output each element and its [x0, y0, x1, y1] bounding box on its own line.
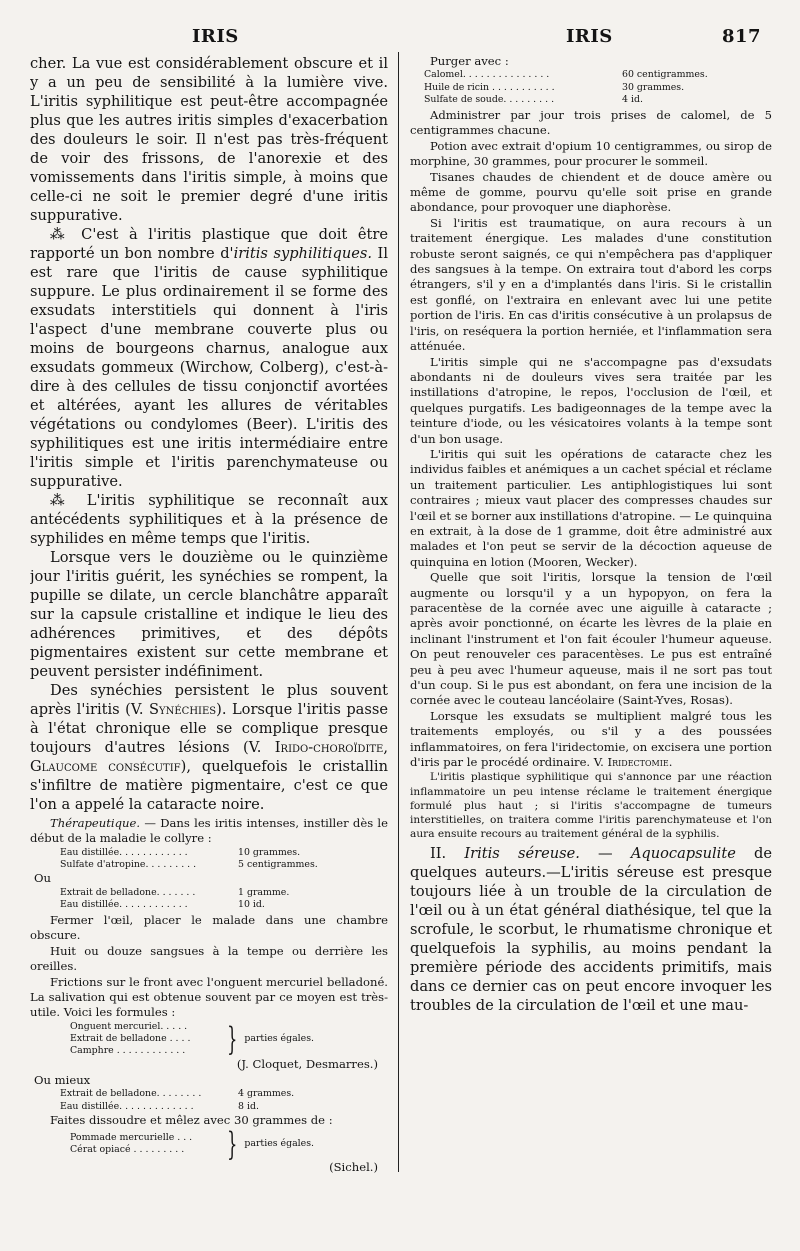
paragraph: Fermer l'œil, placer le malade dans une chambre obscure. — [30, 913, 388, 943]
ingredient: Sulfate d'atropine. . . . . . . . . — [60, 859, 197, 871]
column-divider — [398, 52, 399, 1172]
ingredient: Extrait de belladone . . . . — [70, 1033, 191, 1045]
cross-reference: Iridectomie — [607, 755, 669, 770]
paragraph: Huit ou douze sangsues à la tempe ou derrière les oreilles. — [30, 943, 388, 974]
formula-items — [70, 1132, 220, 1156]
text: . — [668, 755, 673, 770]
ingredient: Camphre . . . . . . . . . . . . — [70, 1045, 186, 1057]
quantity: 10 grammes. — [238, 846, 301, 858]
ingredient: Onguent mercuriel. . . . . — [70, 1020, 188, 1032]
section-label: Thérapeutique. — [50, 816, 141, 830]
quantity: 1 gramme. — [238, 886, 290, 898]
text: — — [579, 844, 631, 862]
ingredient: Extrait de belladone. . . . . . . . — [60, 1088, 202, 1100]
citation: (Sichel.) — [329, 1160, 378, 1175]
paragraph — [410, 844, 772, 1015]
quantity: 10 id. — [238, 898, 265, 910]
paragraph: Quelle que soit l'iritis, lorsque la tension de l'œil augmente ou lorsqu'il y a un hypopyon, on fera la paracentèse de la cornée avec une aiguille à cataracte ; après avoir ponctionné, on écarte les lèvres de la plaie en inclinant l'instrument et l'on fait écouler l'humeur aqueuse. On peut renouveler ces paracentèses. Le pus est entraîné peu à peu avec l'humeur aqueuse, mais il ne sort pas tout d'un coup. Si le pus est abondant, on fera une incision de la cornée avec le couteau lancéolaire (Saint-Yves, Rosas). — [410, 570, 772, 708]
paragraph: Si l'iritis est traumatique, on aura recours à un traitement énergique. Les malades d'une constitution robuste seront saignés, ce qui n'empêchera pas d'appliquer des sangsues à la tempe. On extraira tout d'abord les corps étrangers, s'il y en a d'implantés dans l'iris. Si le cristallin est gonflé, on l'extraira en enlevant avec lui une petite portion de l'iris. En cas d'iritis consécutive à un prolapsus de l'iris, on reséquera la portion herniée, et l'inflammation sera atténuée. — [410, 215, 772, 354]
paragraph: cher. La vue est considérablement obscure et il y a un peu de sensibilité à la lumière vive. L'iritis syphilitique est peut-être accompagnée plus que les autres iritis simples d'exacerbation des douleurs le soir. Il n'est pas très-fréquent de voir des frissons, de l'anorexie et des vomissements dans l'iritis simple, à moins que celle-ci ne soit le premier degré d'une iritis suppurative. — [30, 55, 388, 224]
formula-row — [424, 82, 772, 94]
section-title: Iritis séreuse. — [464, 844, 580, 862]
quantity: 4 id. — [622, 93, 643, 105]
text: ), quelquefois le cristallin s'infiltre de matière pigmentaire, c'est ce que l'on a appelé la cataracte noire. — [30, 758, 388, 813]
ingredient: Eau distillée. . . . . . . . . . . . — [60, 846, 188, 858]
ingredient: Eau distillée. . . . . . . . . . . . . — [60, 1100, 194, 1112]
quantity: 5 centigrammes. — [238, 859, 318, 871]
formula — [30, 1125, 388, 1164]
paragraph: Frictions sur le front avec l'onguent mercuriel belladoné. La salivation qui est obtenue souvent par ce moyen est très-utile. Voici les formules : — [30, 974, 388, 1020]
text: Il est rare que l'iritis de cause syphilitique suppure. Le plus ordinairement il se forme des exsudats interstitiels qui donnent à l'iris l'aspect d'une membrane couverte plus ou moins de bourgeons charnus, analogue aux exsudats gommeux (Wirchow, Colberg), c'est-à-dire à des cellules de tissu conjonctif avortées et altérées, ayant les allures de véritables végétations ou condylomes (Beer). L'iritis des syphilitiques est une iritis intermédiaire entre l'iritis simple et l'iritis parenchymateuse ou suppurative. — [30, 245, 388, 490]
formula-row — [60, 847, 388, 859]
paragraph: Lorsque vers le douzième ou le quinzième jour l'iritis guérit, les synéchies se rompent, la pupille se dilate, un cercle blanchâtre apparaît sur la capsule cristalline et indique le lieu des adhérences primitives, et des dépôts pigmentaires existent sur cette membrane et peuvent persister indéfiniment. — [30, 549, 388, 680]
ingredient: Extrait de belladone. . . . . . . — [60, 886, 196, 898]
formula — [30, 1021, 388, 1058]
ingredient: Cérat opiacé . . . . . . . . . — [70, 1144, 185, 1156]
formula — [30, 847, 388, 871]
text: ). Lorsque l'iritis passe à l'état chronique elle se complique presque toujours d'autres lésions (V. — [30, 701, 388, 756]
paragraph: Faites dissoudre et mêlez avec 30 grammes de : — [50, 1112, 333, 1127]
page-number: 817 — [722, 26, 762, 47]
quantity: 4 grammes. — [238, 1088, 295, 1100]
quantity: 30 grammes. — [622, 81, 685, 93]
cross-reference: Synéchies — [149, 701, 217, 718]
paragraph — [410, 709, 772, 771]
brace-icon: } — [227, 1020, 238, 1059]
ingredient: Eau distillée. . . . . . . . . . . . — [60, 898, 188, 910]
ingredient: Huile de ricin . . . . . . . . . . . — [424, 81, 555, 93]
cross-reference: Irido-choroïdite, Glaucome consécutif — [30, 739, 388, 775]
running-head-left: IRIS — [192, 26, 239, 47]
connector: Ou — [34, 871, 51, 886]
formula-row — [424, 69, 772, 81]
formula-row — [60, 859, 388, 871]
formula-row — [424, 94, 772, 106]
quantity: 8 id. — [238, 1100, 259, 1112]
paragraph — [30, 681, 388, 814]
left-column — [30, 54, 388, 1244]
right-column — [410, 54, 772, 1244]
text: — Dans les iritis intenses, instiller dès le début de la maladie le collyre : — [30, 816, 388, 846]
paragraph: Potion avec extrait d'opium 10 centigrammes, ou sirop de morphine, 30 grammes, pour procurer le sommeil. — [410, 138, 772, 169]
paragraph: L'iritis qui suit les opérations de cataracte chez les individus faibles et anémiques a un cachet spécial et réclame un traitement particulier. Les antiphlogistiques lui sont contraires ; mieux vaut placer des compresses chaudes sur l'œil et se borner aux instillations d'atropine. — Le quinquina en extrait, à la dose de 1 gramme, doit être administré aux malades et l'on peut se servir de la décoction aqueuse de quinquina en lotion (Mooren, Wecker). — [410, 446, 772, 569]
section-number: II. — [430, 844, 465, 862]
ingredient: Calomel. . . . . . . . . . . . . . . — [424, 69, 550, 81]
formula-row — [60, 887, 388, 899]
quantity: 60 centigrammes. — [622, 69, 708, 81]
formula-items — [70, 1021, 220, 1058]
formula — [30, 887, 388, 911]
formula-row — [60, 1101, 388, 1113]
quantity: parties égales. — [244, 1138, 315, 1149]
citation: (J. Cloquet, Desmarres.) — [236, 1057, 378, 1072]
formula — [30, 1088, 388, 1112]
text: Des synéchies persistent le plus souvent après l'iritis (V. — [30, 682, 388, 718]
brace-icon: } — [227, 1125, 238, 1164]
paragraph: L'iritis simple qui ne s'accompagne pas d'exsudats abondants ni de douleurs vives sera traitée par les instillations d'atropine, le repos, l'occlusion de l'œil, et quelques purgatifs. Les badigeonnages de la tempe avec la teinture d'iode, ou les vésicatoires volants à la tempe sont d'un bon usage. — [410, 354, 772, 446]
paragraph: Tisanes chaudes de chiendent et de douce amère ou même de gomme, pourvu qu'elle soit prise en grande abondance, pour provoquer une diaphorèse. — [410, 169, 772, 215]
paragraph — [30, 225, 388, 491]
running-head-center: IRIS — [566, 26, 613, 47]
formula-row — [60, 1088, 388, 1100]
formula — [410, 69, 772, 106]
text: Lorsque les exsudats se multiplient malgré tous les traitements employés, ou s'il y a des poussées inflammatoires, on fera l'iridectomie, on excisera une portion d'iris par le procédé ordinaire. V. — [410, 708, 772, 770]
ingredient: Sulfate de soude. . . . . . . . . — [424, 93, 555, 105]
ingredient: Pommade mercurielle . . . — [70, 1131, 193, 1143]
paragraph — [30, 816, 388, 847]
emphasis: iritis syphilitiques. — [233, 245, 372, 262]
quantity: parties égales. — [244, 1033, 315, 1045]
paragraph: L'iritis plastique syphilitique qui s'annonce par une réaction inflammatoire un peu intense réclame le traitement énergique formulé plus haut ; si l'iritis s'accompagne de tumeurs interstitielles, on traitera comme l'iritis parenchymateuse et l'on aura ensuite recours au traitement général de la syphilis. — [410, 771, 772, 841]
text: ⁂ C'est à l'iritis plastique que doit être rapporté un bon nombre d' — [30, 226, 388, 262]
formula-row — [60, 899, 388, 911]
text: de quelques auteurs.—L'iritis séreuse est presque toujours liée à un trouble de la circulation de l'œil ou à un état général diathésique, tel que la scrofule, le scorbut, le rhumatisme chronique et quelquefois la syphilis, au moins pendant la première période des accidents primitifs, mais dans ce dernier cas on peut encore invoquer les troubles de la circulation de l'œil et une mau- — [410, 844, 772, 1014]
paragraph: ⁂ L'iritis syphilitique se reconnaît aux antécédents syphilitiques et à la présence de syphilides en même temps que l'iritis. — [30, 492, 388, 547]
paragraph: Administrer par jour trois prises de calomel, de 5 centigrammes chacune. — [410, 108, 772, 138]
paragraph: Purger avec : — [430, 54, 509, 68]
connector: Ou mieux — [34, 1072, 91, 1087]
emphasis: Aquocapsulite — [630, 844, 736, 862]
